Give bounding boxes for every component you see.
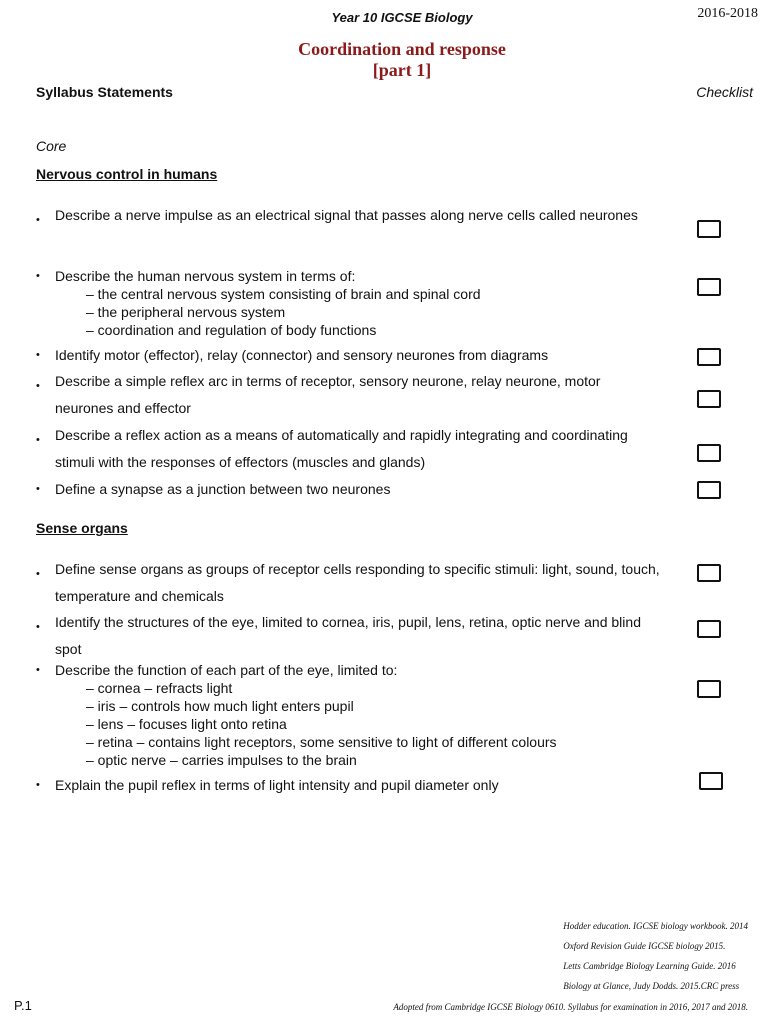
sub-item: – the central nervous system consisting of brain and spinal cord [86,286,481,302]
statement-reflex-arc [36,368,661,422]
statement-text: Define a synapse as a junction between two neurones [55,481,391,497]
statement-pupil-reflex [36,777,661,794]
references [563,916,748,996]
checkbox[interactable] [697,278,721,296]
statement-text: Describe a nerve impulse as an electrical signal that passes along nerve cells called neurones [55,207,638,223]
checklist-heading: Checklist [696,84,753,100]
checkbox[interactable] [697,220,721,238]
bullet: • [36,779,40,791]
sub-item: – optic nerve – carries impulses to the brain [86,752,357,768]
page-title [0,39,768,81]
statement-text: Describe the human nervous system in terms of: [55,268,356,284]
bullet: • [36,214,40,226]
checkbox[interactable] [697,680,721,698]
sub-item: – lens – focuses light onto retina [86,716,287,732]
checkbox[interactable] [697,620,721,638]
reference-item: Oxford Revision Guide IGCSE biology 2015. [563,941,726,951]
topic-title: Coordination and response [298,39,506,59]
sub-item: – retina – contains light receptors, some sensitive to light of different colours [86,734,557,750]
bullet: • [36,270,40,282]
statement-nerve-impulse [36,202,661,229]
section-heading-nervous-control: Nervous control in humans [36,166,218,182]
statement-text: Define sense organs as groups of receptor cells responding to specific stimuli: light, sound, touch, temperature and chemicals [55,561,660,604]
reference-item: Biology at Glance, Judy Dodds. 2015.CRC press [563,981,740,991]
bullet: • [36,621,40,633]
section-heading-sense-organs: Sense organs [36,520,128,536]
year-range: 2016-2018 [697,6,758,21]
statement-text: Describe a simple reflex arc in terms of receptor, sensory neurone, relay neurone, motor neurones and effector [55,373,601,416]
page-number: P.1 [14,998,32,1013]
checkbox[interactable] [697,481,721,499]
reference-item: Hodder education. IGCSE biology workbook. 2014 [563,921,748,931]
bullet: • [36,434,40,446]
core-label: Core [36,138,67,154]
sub-item: – coordination and regulation of body functions [86,322,377,338]
checkbox[interactable] [697,444,721,462]
statement-synapse [36,481,661,498]
statement-nervous-system [36,268,661,339]
checkbox[interactable] [697,348,721,366]
reference-item: Letts Cambridge Biology Learning Guide. 2016 [563,961,736,971]
syllabus-statements-heading: Syllabus Statements [36,84,173,100]
sub-list [86,679,661,769]
checkbox[interactable] [697,390,721,408]
sub-list [86,285,661,339]
statement-eye-structures [36,609,661,663]
topic-part: [part 1] [372,60,432,80]
adopted-note: Adopted from Cambridge IGCSE Biology 0610. Syllabus for examination in 2016, 2017 and 2018. [393,1002,748,1012]
statement-reflex-action [36,422,661,476]
checkbox[interactable] [699,772,723,790]
statement-identify-neurones [36,347,661,364]
bullet: • [36,380,40,392]
checkbox[interactable] [697,564,721,582]
bullet: • [36,349,40,361]
course-title: Year 10 IGCSE Biology [331,10,473,25]
bullet: • [36,483,40,495]
sub-item: – the peripheral nervous system [86,304,286,320]
statement-text: Identify the structures of the eye, limited to cornea, iris, pupil, lens, retina, optic nerve and blind spot [55,614,641,657]
statement-text: Identify motor (effector), relay (connector) and sensory neurones from diagrams [55,347,549,363]
sub-item: – cornea – refracts light [86,680,233,696]
bullet: • [36,568,40,580]
statement-text: Describe the function of each part of the eye, limited to: [55,662,398,678]
sub-item: – iris – controls how much light enters pupil [86,698,354,714]
statement-text: Describe a reflex action as a means of automatically and rapidly integrating and coordinating stimuli with the responses of effectors (muscles and glands) [55,427,628,470]
statement-text: Explain the pupil reflex in terms of light intensity and pupil diameter only [55,777,499,793]
bullet: • [36,664,40,676]
statement-eye-function [36,662,661,769]
statement-sense-organs [36,556,661,610]
